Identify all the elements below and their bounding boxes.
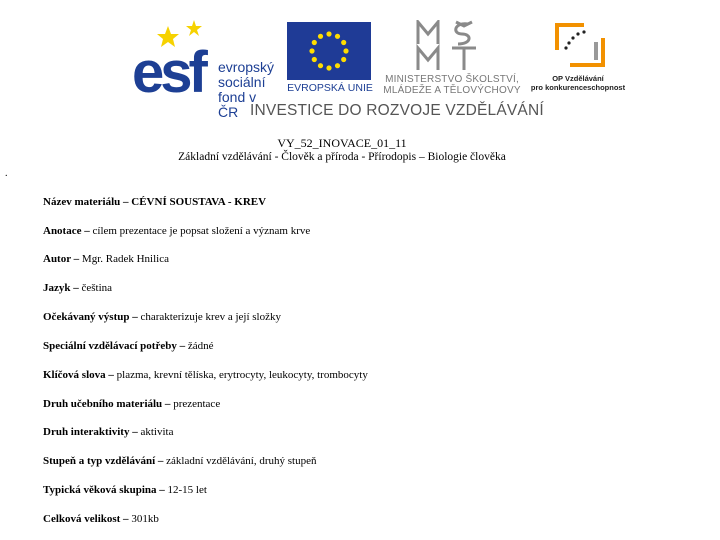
- field-value: charakterizuje krev a její složky: [137, 311, 281, 323]
- field-label: Klíčová slova –: [43, 369, 114, 381]
- field-line: [43, 311, 281, 323]
- msmt-monogram-icon: [414, 20, 490, 72]
- field-value: Mgr. Radek Hnilica: [79, 253, 169, 265]
- field-line: [43, 455, 316, 467]
- field-line: [43, 225, 310, 237]
- esf-logo: [132, 20, 280, 120]
- esf-line-1: evropský: [218, 59, 275, 75]
- field-line: [43, 340, 213, 352]
- field-label: Typická věková skupina –: [43, 484, 165, 496]
- eu-logo: [285, 20, 375, 102]
- field-label: Druh učebního materiálu –: [43, 398, 171, 410]
- field-label: Anotace –: [43, 225, 90, 237]
- field-line: [43, 369, 368, 381]
- field-line: [43, 253, 169, 265]
- field-value: 301kb: [128, 513, 159, 525]
- op-text: [522, 74, 634, 92]
- eu-flag-icon: [287, 22, 371, 80]
- field-line: [43, 513, 159, 525]
- field-value: plazma, krevní tělíska, erytrocyty, leukocyty, trombocyty: [113, 369, 368, 381]
- field-line: [43, 426, 173, 438]
- field-line: [43, 196, 266, 208]
- investment-banner: INVESTICE DO ROZVOJE VZDĚLÁVÁNÍ: [250, 102, 544, 119]
- field-value: žádné: [185, 340, 214, 352]
- esf-mark: esf: [132, 40, 204, 105]
- op-line-1: OP Vzdělávání: [552, 74, 604, 83]
- document-subtitle: Základní vzdělávání - Člověk a příroda - Přírodopis – Biologie člověka: [178, 151, 506, 163]
- esf-line-3: fond v ČR: [218, 89, 257, 120]
- field-line: [43, 398, 220, 410]
- field-value: čeština: [78, 282, 113, 294]
- msmt-text: [376, 74, 528, 96]
- op-logo: [528, 20, 628, 96]
- op-line-2: pro konkurenceschopnost: [530, 83, 626, 92]
- field-line: [43, 484, 207, 496]
- field-label: Druh interaktivity –: [43, 426, 138, 438]
- msmt-line-2: MLÁDEŽE A TĚLOVÝCHOVY: [383, 85, 521, 96]
- document-code: VY_52_INOVACE_01_11: [277, 136, 407, 150]
- field-value: základní vzdělávání, druhý stupeň: [163, 455, 317, 467]
- field-value: cílem prezentace je popsat složení a význam krve: [89, 225, 311, 237]
- msmt-logo: [376, 18, 528, 98]
- eu-label: EVROPSKÁ UNIE: [287, 82, 373, 94]
- op-emblem-icon: [554, 22, 606, 68]
- msmt-line-1: MINISTERSTVO ŠKOLSTVÍ,: [385, 74, 519, 85]
- field-value: CÉVNÍ SOUSTAVA - KREV: [128, 196, 267, 208]
- field-label: Autor –: [43, 253, 80, 265]
- field-label: Celková velikost –: [43, 513, 129, 525]
- field-label: Název materiálu –: [43, 196, 129, 208]
- field-value: aktivita: [137, 426, 174, 438]
- field-value: prezentace: [170, 398, 221, 410]
- esf-line-2: sociální: [218, 74, 266, 90]
- stray-marker: .: [5, 168, 8, 179]
- field-label: Speciální vzdělávací potřeby –: [43, 340, 186, 352]
- field-label: Jazyk –: [43, 282, 79, 294]
- field-line: [43, 282, 112, 294]
- field-label: Očekávaný výstup –: [43, 311, 138, 323]
- field-value: 12-15 let: [164, 484, 207, 496]
- field-label: Stupeň a typ vzdělávání –: [43, 455, 164, 467]
